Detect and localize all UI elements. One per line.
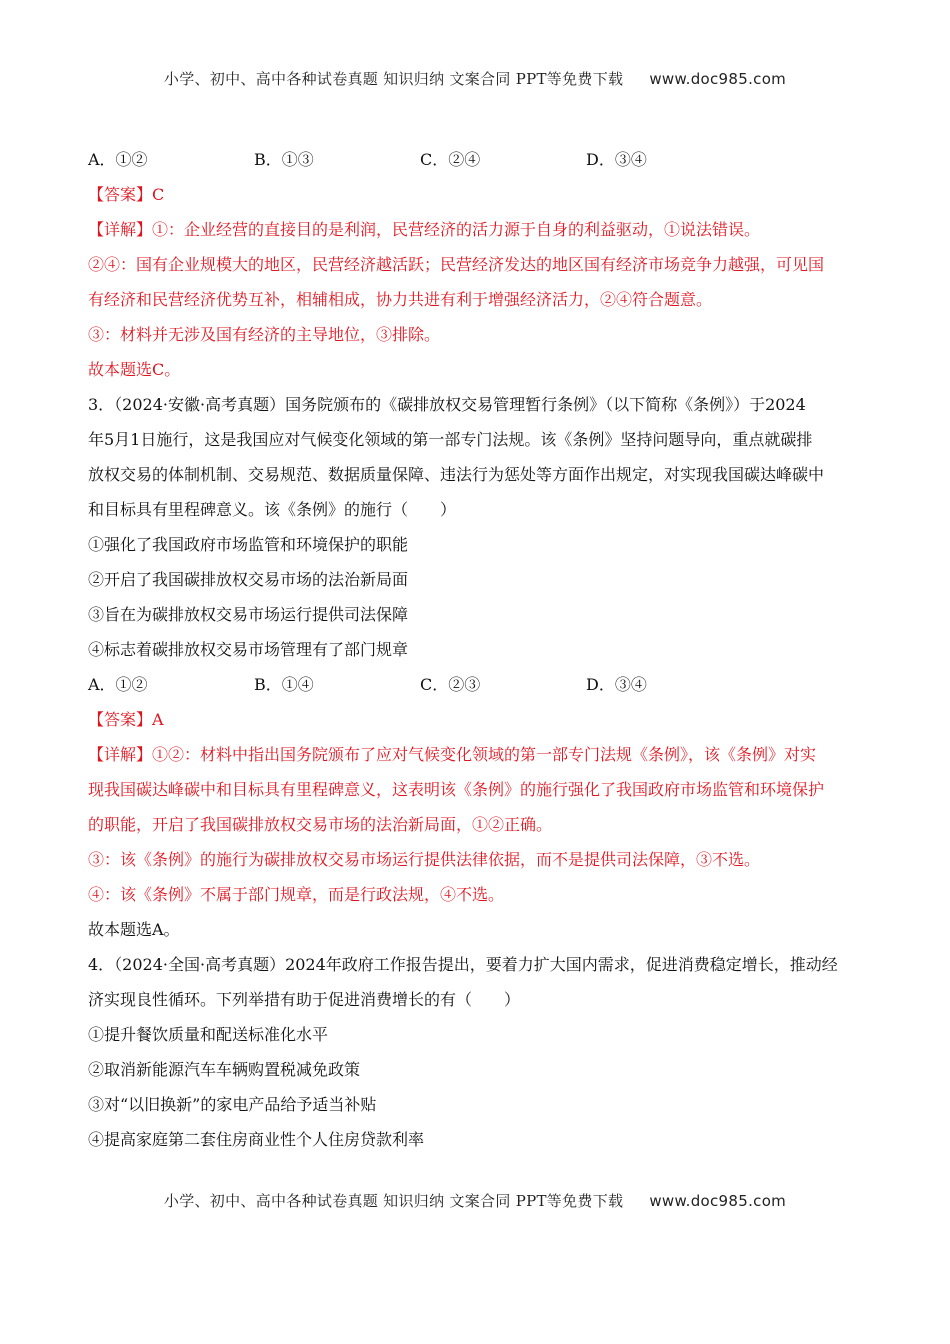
q3-stem-line: 和目标具有里程碑意义。该《条例》的施行（ ） xyxy=(88,500,457,519)
q2-option-a: A．①② xyxy=(88,150,148,169)
q3-item: ③旨在为碳排放权交易市场运行提供司法保障 xyxy=(88,605,409,624)
footer-url[interactable]: www.doc985.com xyxy=(649,1192,787,1210)
header-text: 小学、初中、高中各种试卷真题 知识归纳 文案合同 PPT等免费下载 xyxy=(163,70,624,88)
q4-stem-line: 4．（2024·全国·高考真题）2024年政府工作报告提出，要着力扩大国内需求，促进消费稳定增长，推动经 xyxy=(88,955,838,974)
q4-item: ④提高家庭第二套住房商业性个人住房贷款利率 xyxy=(88,1130,425,1149)
q4-item: ①提升餐饮质量和配送标准化水平 xyxy=(88,1025,329,1044)
document-body xyxy=(88,142,868,1157)
q3-explain-line: 的职能，开启了我国碳排放权交易市场的法治新局面，①②正确。 xyxy=(88,815,553,834)
q4-stem-line: 济实现良性循环。下列举措有助于促进消费增长的有（ ） xyxy=(88,990,521,1009)
q3-item: ④标志着碳排放权交易市场管理有了部门规章 xyxy=(88,640,409,659)
footer-text: 小学、初中、高中各种试卷真题 知识归纳 文案合同 PPT等免费下载 xyxy=(163,1192,624,1210)
q3-stem-line: 3．（2024·安徽·高考真题）国务院颁布的《碳排放权交易管理暂行条例》（以下简称《条例》）于2024 xyxy=(88,395,806,414)
page-header xyxy=(0,68,950,89)
q2-conclusion: 故本题选C。 xyxy=(88,360,181,379)
q2-explain-label: 【详解】 xyxy=(88,220,153,239)
page-footer xyxy=(0,1190,950,1211)
q4-item: ②取消新能源汽车车辆购置税减免政策 xyxy=(88,1060,361,1079)
q2-answer-label: 【答案】 xyxy=(88,185,153,204)
q3-explain-line xyxy=(88,737,868,772)
q3-stem-line: 放权交易的体制机制、交易规范、数据质量保障、违法行为惩处等方面作出规定，对实现我国碳达峰碳中 xyxy=(88,465,825,484)
q3-option-d: D．③④ xyxy=(586,675,647,694)
q3-answer xyxy=(88,702,868,737)
q3-option-b: B．①④ xyxy=(254,675,314,694)
q2-option-d: D．③④ xyxy=(586,150,647,169)
q3-explain-line: ③：该《条例》的施行为碳排放权交易市场运行提供法律依据，而不是提供司法保障，③不选。 xyxy=(88,850,761,869)
q3-answer-label: 【答案】 xyxy=(88,710,153,729)
q2-answer xyxy=(88,177,868,212)
q2-option-b: B．①③ xyxy=(254,150,314,169)
q3-explain-line: 现我国碳达峰碳中和目标具有里程碑意义，这表明该《条例》的施行强化了我国政府市场监管和环境保护 xyxy=(88,780,825,799)
q2-answer-value: C xyxy=(152,185,165,204)
q2-explain-line: ③：材料并无涉及国有经济的主导地位，③排除。 xyxy=(88,325,441,344)
q2-option-c: C．②④ xyxy=(420,150,481,169)
q3-explain-line: ④：该《条例》不属于部门规章，而是行政法规，④不选。 xyxy=(88,885,505,904)
q3-answer-value: A xyxy=(152,710,164,729)
q3-option-a: A．①② xyxy=(88,675,148,694)
q3-item: ①强化了我国政府市场监管和环境保护的职能 xyxy=(88,535,409,554)
q2-explain-line: 有经济和民营经济优势互补，相辅相成，协力共进有利于增强经济活力，②④符合题意。 xyxy=(88,290,713,309)
q2-explain-line: ②④：国有企业规模大的地区，民营经济越活跃；民营经济发达的地区国有经济市场竞争力越强，可见国 xyxy=(88,255,825,274)
header-url[interactable]: www.doc985.com xyxy=(649,70,787,88)
q3-options xyxy=(88,667,868,702)
q3-explain-text: ①②：材料中指出国务院颁布了应对气候变化领域的第一部专门法规《条例》，该《条例》对实 xyxy=(152,745,817,764)
q3-item: ②开启了我国碳排放权交易市场的法治新局面 xyxy=(88,570,409,589)
q3-stem-line: 年5月1日施行，这是我国应对气候变化领域的第一部专门法规。该《条例》坚持问题导向，重点就碳排 xyxy=(88,430,813,449)
q3-explain-label: 【详解】 xyxy=(88,745,153,764)
q2-options xyxy=(88,142,868,177)
q3-conclusion: 故本题选A。 xyxy=(88,920,180,939)
q2-explain-line xyxy=(88,212,868,247)
q3-option-c: C．②③ xyxy=(420,675,481,694)
q2-explain-text: ①：企业经营的直接目的是利润，民营经济的活力源于自身的利益驱动，①说法错误。 xyxy=(152,220,761,239)
q4-item: ③对“以旧换新”的家电产品给予适当补贴 xyxy=(88,1095,377,1114)
